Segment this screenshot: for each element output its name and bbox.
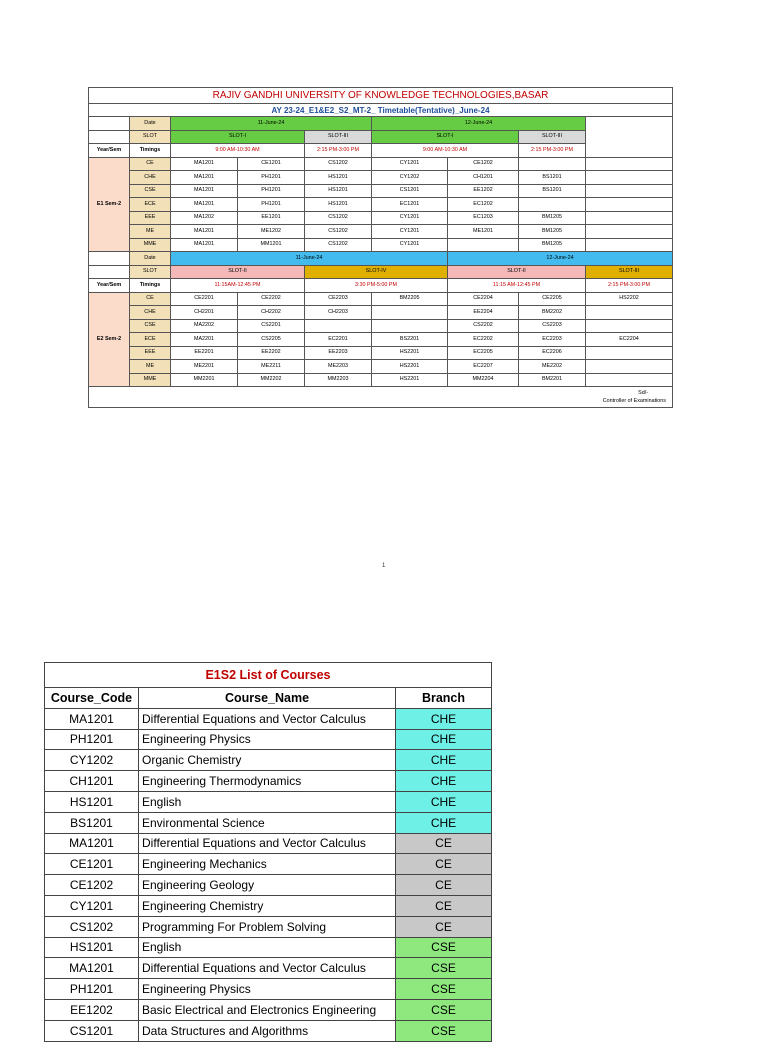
branch-label: CE <box>130 157 171 171</box>
course-row <box>45 708 492 729</box>
branch-label: CHE <box>130 306 171 320</box>
e1-date-1: 11-June-24 <box>171 117 372 131</box>
course-code-cell: ME2203 <box>305 360 372 374</box>
branch-label: ME <box>130 360 171 374</box>
course-code-cell: CS2202 <box>448 319 519 333</box>
course-row <box>45 979 492 1000</box>
blank-cell <box>586 157 673 171</box>
timings-label: Timings <box>130 279 171 293</box>
e2-timing-1: 11:15AM-12:45 PM <box>171 279 305 293</box>
blank-cell <box>586 171 673 185</box>
course-code-cell: CE1201 <box>238 157 305 171</box>
course-code-cell: MA1201 <box>171 225 238 239</box>
blank-cell <box>586 117 673 158</box>
branch-label: CE <box>130 292 171 306</box>
course-code: MA1201 <box>45 833 139 854</box>
course-row <box>45 791 492 812</box>
course-code-cell: EC1201 <box>372 198 448 212</box>
e2-branch-row <box>89 333 673 347</box>
course-code-cell: MM2204 <box>448 373 519 387</box>
course-code-cell: BM1205 <box>519 238 586 252</box>
course-code-cell: EC2205 <box>448 346 519 360</box>
course-row <box>45 729 492 750</box>
course-code: PH1201 <box>45 729 139 750</box>
slot-label: SLOT <box>130 130 171 144</box>
course-code-cell <box>586 306 673 320</box>
e2-slot-2: SLOT-IV <box>305 265 448 279</box>
course-code-cell: CH1201 <box>448 171 519 185</box>
course-code-cell: CH2201 <box>171 306 238 320</box>
course-code: MA1201 <box>45 708 139 729</box>
course-branch: CE <box>396 875 492 896</box>
course-code-cell: HS1201 <box>305 198 372 212</box>
course-code-cell <box>586 319 673 333</box>
course-name: English <box>139 937 396 958</box>
e1-branch-row <box>89 211 673 225</box>
e2-slot-3: SLOT-II <box>448 265 586 279</box>
course-code: MA1201 <box>45 958 139 979</box>
course-code-cell: EC1203 <box>448 211 519 225</box>
course-code-cell <box>586 346 673 360</box>
course-code-cell: BM2202 <box>519 306 586 320</box>
course-branch: CSE <box>396 937 492 958</box>
course-code-cell: EE2202 <box>238 346 305 360</box>
course-code-cell: CH2203 <box>305 306 372 320</box>
courses-title: E1S2 List of Courses <box>45 663 492 688</box>
courses-title-row <box>45 663 492 688</box>
blank-cell <box>586 238 673 252</box>
e2-slot-row <box>89 265 673 279</box>
e1-timing-4: 2:15 PM-3:00 PM <box>519 144 586 158</box>
e2-timing-2: 3:30 PM-5:00 PM <box>305 279 448 293</box>
course-code-cell: EE2203 <box>305 346 372 360</box>
course-code-cell: EC2207 <box>448 360 519 374</box>
e2-branch-row <box>89 319 673 333</box>
branch-label: ECE <box>130 333 171 347</box>
course-code: HS1201 <box>45 791 139 812</box>
branch-label: EEE <box>130 346 171 360</box>
course-code: BS1201 <box>45 812 139 833</box>
course-code-cell: BM1205 <box>519 225 586 239</box>
course-name: Data Structures and Algorithms <box>139 1020 396 1041</box>
course-branch: CE <box>396 833 492 854</box>
course-code-cell: MA1201 <box>171 157 238 171</box>
course-branch: CSE <box>396 979 492 1000</box>
e1-timing-3: 9:00 AM-10:30 AM <box>372 144 519 158</box>
course-code-cell: HS2201 <box>372 360 448 374</box>
course-code-cell: EC2203 <box>519 333 586 347</box>
course-code-cell: ME1201 <box>448 225 519 239</box>
branch-label: EEE <box>130 211 171 225</box>
course-code-cell: CY1201 <box>372 157 448 171</box>
course-code-cell: BM2205 <box>372 292 448 306</box>
course-code-cell: HS2202 <box>586 292 673 306</box>
course-name: Engineering Thermodynamics <box>139 771 396 792</box>
course-code-cell: MM2202 <box>238 373 305 387</box>
course-code-cell: HS2201 <box>372 373 448 387</box>
timings-label: Timings <box>130 144 171 158</box>
course-row <box>45 854 492 875</box>
e1-timing-2: 2:15 PM-3:00 PM <box>305 144 372 158</box>
course-code: CY1201 <box>45 895 139 916</box>
date-label: Date <box>130 252 171 266</box>
course-code-cell: CS1202 <box>305 225 372 239</box>
course-code-cell: BM1205 <box>519 211 586 225</box>
blank-cell <box>586 184 673 198</box>
course-branch: CHE <box>396 791 492 812</box>
e2-branch-row <box>89 292 673 306</box>
university-title: RAJIV GANDHI UNIVERSITY OF KNOWLEDGE TECHNOLOGIES,BASAR <box>89 88 673 104</box>
e2-branch-row <box>89 360 673 374</box>
course-code-cell: MA1201 <box>171 184 238 198</box>
course-code-cell: BS2201 <box>372 333 448 347</box>
signature: Sd/- <box>638 390 649 396</box>
course-code-cell <box>372 319 448 333</box>
course-code: CS1201 <box>45 1020 139 1041</box>
course-code-cell: MM1201 <box>238 238 305 252</box>
course-row <box>45 875 492 896</box>
course-code-cell: EE1202 <box>448 184 519 198</box>
course-branch: CSE <box>396 958 492 979</box>
branch-label: CSE <box>130 319 171 333</box>
course-code-cell: HS1201 <box>305 171 372 185</box>
e1-branch-row <box>89 225 673 239</box>
course-branch: CHE <box>396 729 492 750</box>
column-header: Course_Code <box>45 688 139 709</box>
course-code-cell: CE2205 <box>519 292 586 306</box>
course-code-cell: CE2201 <box>171 292 238 306</box>
course-name: Organic Chemistry <box>139 750 396 771</box>
blank-cell <box>89 117 130 131</box>
blank-cell <box>586 211 673 225</box>
blank-cell <box>586 225 673 239</box>
course-code-cell: MA1201 <box>171 171 238 185</box>
course-code-cell: MM2201 <box>171 373 238 387</box>
course-code-cell: EC2204 <box>586 333 673 347</box>
e1-date-2: 12-June-24 <box>372 117 586 131</box>
course-code-cell: PH1201 <box>238 171 305 185</box>
course-code-cell: CY1201 <box>372 238 448 252</box>
course-code-cell: PH1201 <box>238 198 305 212</box>
branch-label: CSE <box>130 184 171 198</box>
course-code-cell: CY1202 <box>372 171 448 185</box>
course-branch: CHE <box>396 812 492 833</box>
course-code-cell: MA1202 <box>171 211 238 225</box>
course-row <box>45 999 492 1020</box>
course-name: Environmental Science <box>139 812 396 833</box>
course-code-cell: EC2206 <box>519 346 586 360</box>
course-code-cell: EC2202 <box>448 333 519 347</box>
course-code-cell: MA2201 <box>171 333 238 347</box>
course-row <box>45 895 492 916</box>
e1-slot-3: SLOT-I <box>372 130 519 144</box>
e2-branch-row <box>89 346 673 360</box>
course-code-cell: CY1201 <box>372 211 448 225</box>
course-code-cell: ME2201 <box>171 360 238 374</box>
course-row <box>45 833 492 854</box>
course-row <box>45 916 492 937</box>
course-code-cell: CE1202 <box>448 157 519 171</box>
e1-branch-row <box>89 184 673 198</box>
column-header: Course_Name <box>139 688 396 709</box>
blank-cell <box>89 252 130 266</box>
e1-group-label: E1 Sem-2 <box>89 157 130 252</box>
branch-label: MME <box>130 238 171 252</box>
e1-date-row <box>89 117 673 131</box>
course-code-cell: CS1202 <box>305 157 372 171</box>
course-branch: CHE <box>396 771 492 792</box>
branch-label: CHE <box>130 171 171 185</box>
course-code-cell: ME1202 <box>238 225 305 239</box>
branch-label: ECE <box>130 198 171 212</box>
e1-slot-1: SLOT-I <box>171 130 305 144</box>
course-code-cell <box>586 360 673 374</box>
course-branch: CSE <box>396 1020 492 1041</box>
timetable <box>88 87 673 408</box>
course-name: Differential Equations and Vector Calculus <box>139 833 396 854</box>
branch-label: MME <box>130 373 171 387</box>
blank-cell <box>586 198 673 212</box>
courses-header-row <box>45 688 492 709</box>
page-number: 1 <box>382 563 386 569</box>
e2-timing-4: 2:15 PM-3:00 PM <box>586 279 673 293</box>
timetable-subtitle: AY 23-24_E1&E2_S2_MT-2_ Timetable(Tentative)_June-24 <box>89 104 673 117</box>
course-code-cell <box>519 157 586 171</box>
blank-cell <box>89 265 130 279</box>
e2-slot-4: SLOT-III <box>586 265 673 279</box>
course-code-cell <box>586 373 673 387</box>
course-code-cell: CY1201 <box>372 225 448 239</box>
e2-timing-3: 11:15 AM-12:45 PM <box>448 279 586 293</box>
course-code-cell: CS1202 <box>305 238 372 252</box>
courses-table <box>44 662 492 1042</box>
e1-timing-1: 9:00 AM-10:30 AM <box>171 144 305 158</box>
course-name: Engineering Physics <box>139 729 396 750</box>
course-code-cell: EC1202 <box>448 198 519 212</box>
course-branch: CHE <box>396 750 492 771</box>
course-code-cell: CE2203 <box>305 292 372 306</box>
course-code-cell: MA1201 <box>171 238 238 252</box>
course-code-cell: EE1201 <box>238 211 305 225</box>
course-code-cell: CS1201 <box>372 184 448 198</box>
course-code-cell: ME2211 <box>238 360 305 374</box>
signature-block <box>89 387 673 408</box>
course-branch: CE <box>396 916 492 937</box>
e1-slot-2: SLOT-III <box>305 130 372 144</box>
blank-cell <box>89 130 130 144</box>
course-name: Programming For Problem Solving <box>139 916 396 937</box>
course-row <box>45 937 492 958</box>
e2-timings-row <box>89 279 673 293</box>
e2-date-2: 12-June-24 <box>448 252 673 266</box>
course-row <box>45 958 492 979</box>
course-name: Differential Equations and Vector Calculus <box>139 958 396 979</box>
course-code-cell <box>519 198 586 212</box>
course-code-cell: PH1201 <box>238 184 305 198</box>
footer-row <box>89 387 673 408</box>
course-code-cell <box>305 319 372 333</box>
e2-branch-row <box>89 373 673 387</box>
e1-branch-row <box>89 157 673 171</box>
e2-branch-row <box>89 306 673 320</box>
course-name: Basic Electrical and Electronics Engineering <box>139 999 396 1020</box>
course-code-cell: MM2203 <box>305 373 372 387</box>
course-code-cell: BS1201 <box>519 171 586 185</box>
signatory: Controller of Examinations <box>602 398 667 404</box>
course-row <box>45 812 492 833</box>
course-row <box>45 750 492 771</box>
course-code-cell: MA2202 <box>171 319 238 333</box>
course-name: Engineering Chemistry <box>139 895 396 916</box>
yearsem-label: Year/Sem <box>89 279 130 293</box>
course-code-cell: CS2205 <box>238 333 305 347</box>
course-code: CS1202 <box>45 916 139 937</box>
course-code-cell: CE2202 <box>238 292 305 306</box>
course-code: PH1201 <box>45 979 139 1000</box>
course-name: Differential Equations and Vector Calculus <box>139 708 396 729</box>
yearsem-label: Year/Sem <box>89 144 130 158</box>
course-code-cell: CE2204 <box>448 292 519 306</box>
e2-slot-1: SLOT-II <box>171 265 305 279</box>
course-code-cell: EE2204 <box>448 306 519 320</box>
course-code-cell: EE2201 <box>171 346 238 360</box>
course-code-cell: CH2202 <box>238 306 305 320</box>
course-code-cell: CS1202 <box>305 211 372 225</box>
course-code: CH1201 <box>45 771 139 792</box>
course-code-cell: CS2201 <box>238 319 305 333</box>
course-code-cell: ME2202 <box>519 360 586 374</box>
course-code-cell: HS1201 <box>305 184 372 198</box>
course-code-cell: CS2203 <box>519 319 586 333</box>
course-code-cell <box>372 306 448 320</box>
e1-branch-row <box>89 238 673 252</box>
course-code: EE1202 <box>45 999 139 1020</box>
course-name: Engineering Physics <box>139 979 396 1000</box>
e2-group-label: E2 Sem-2 <box>89 292 130 387</box>
course-code: CE1201 <box>45 854 139 875</box>
course-code-cell: MA1201 <box>171 198 238 212</box>
course-branch: CE <box>396 895 492 916</box>
course-code: CE1202 <box>45 875 139 896</box>
e2-date-1: 11-June-24 <box>171 252 448 266</box>
course-name: Engineering Geology <box>139 875 396 896</box>
e1-slot-4: SLOT-III <box>519 130 586 144</box>
course-code-cell <box>448 238 519 252</box>
course-name: Engineering Mechanics <box>139 854 396 875</box>
course-name: English <box>139 791 396 812</box>
subtitle-row <box>89 104 673 117</box>
course-branch: CE <box>396 854 492 875</box>
course-row <box>45 771 492 792</box>
e1-branch-row <box>89 198 673 212</box>
course-row <box>45 1020 492 1041</box>
slot-label: SLOT <box>130 265 171 279</box>
date-label: Date <box>130 117 171 131</box>
course-code-cell: EC2201 <box>305 333 372 347</box>
e1-branch-row <box>89 171 673 185</box>
e2-date-row <box>89 252 673 266</box>
course-code: CY1202 <box>45 750 139 771</box>
e1-slot-row <box>89 130 673 144</box>
course-code-cell: BM2201 <box>519 373 586 387</box>
column-header: Branch <box>396 688 492 709</box>
course-branch: CHE <box>396 708 492 729</box>
branch-label: ME <box>130 225 171 239</box>
title-row <box>89 88 673 104</box>
e1-timings-row <box>89 144 673 158</box>
course-code-cell: BS1201 <box>519 184 586 198</box>
course-branch: CSE <box>396 999 492 1020</box>
course-code-cell: HS2201 <box>372 346 448 360</box>
course-code: HS1201 <box>45 937 139 958</box>
